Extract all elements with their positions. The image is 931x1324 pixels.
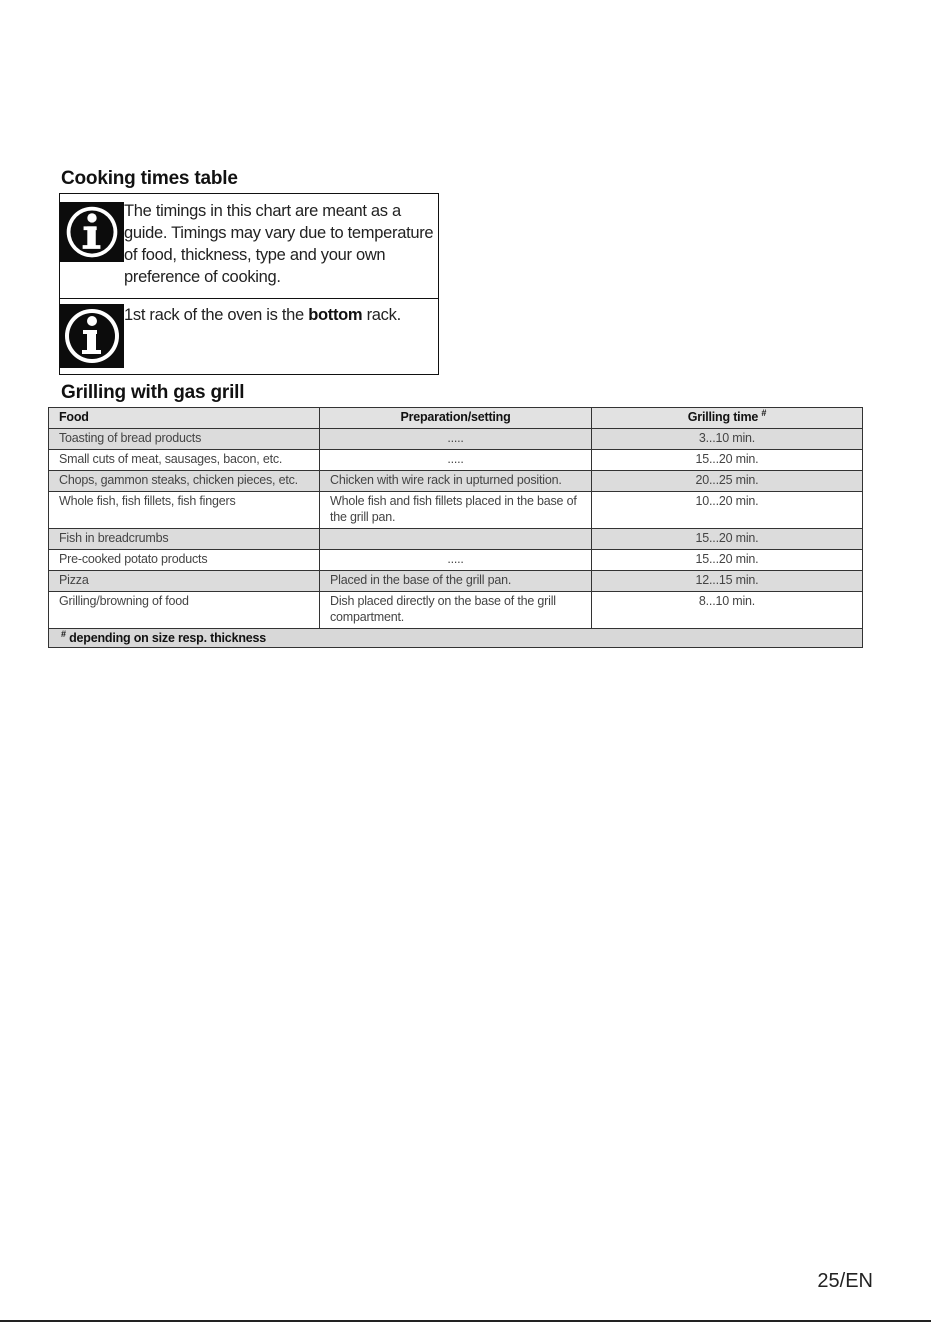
column-header-food: Food xyxy=(49,408,320,429)
preparation-cell: Chicken with wire rack in upturned position. xyxy=(320,471,592,492)
footnote-text: depending on size resp. thickness xyxy=(65,631,267,645)
info-icon xyxy=(60,304,124,368)
info-text-timings: The timings in this chart are meant as a guide. Timings may vary due to temperature of food, thickness, type and your own preference of cooking. xyxy=(124,202,434,286)
food-cell: Pre-cooked potato products xyxy=(49,550,320,571)
food-cell: Pizza xyxy=(49,571,320,592)
table-row xyxy=(49,550,863,571)
footnote-cell xyxy=(49,629,863,648)
table-row xyxy=(49,592,863,629)
food-cell: Fish in breadcrumbs xyxy=(49,529,320,550)
food-cell: Small cuts of meat, sausages, bacon, etc. xyxy=(49,450,320,471)
food-cell: Chops, gammon steaks, chicken pieces, etc. xyxy=(49,471,320,492)
table-row xyxy=(49,450,863,471)
time-cell: 15...20 min. xyxy=(592,529,863,550)
info-box xyxy=(59,193,439,375)
info-note-timings xyxy=(60,194,438,299)
time-cell: 15...20 min. xyxy=(592,550,863,571)
table-row xyxy=(49,571,863,592)
info-note-rack xyxy=(60,298,438,374)
food-cell: Grilling/browning of food xyxy=(49,592,320,629)
time-cell: 15...20 min. xyxy=(592,450,863,471)
column-header-preparation: Preparation/setting xyxy=(320,408,592,429)
preparation-cell: ..... xyxy=(320,550,592,571)
column-header-time xyxy=(592,408,863,429)
time-cell: 10...20 min. xyxy=(592,492,863,529)
table-row xyxy=(49,492,863,529)
preparation-cell: Whole fish and fish fillets placed in the base of the grill pan. xyxy=(320,492,592,529)
food-cell: Toasting of bread products xyxy=(49,429,320,450)
section-title-cooking-times: Cooking times table xyxy=(61,168,238,189)
footnote-marker: # xyxy=(61,628,66,639)
grilling-table xyxy=(48,407,863,648)
info-icon xyxy=(60,202,124,262)
page-number: 25/EN xyxy=(817,1270,873,1292)
preparation-cell: ..... xyxy=(320,429,592,450)
time-cell: 12...15 min. xyxy=(592,571,863,592)
food-cell: Whole fish, fish fillets, fish fingers xyxy=(49,492,320,529)
preparation-cell: ..... xyxy=(320,450,592,471)
table-footnote-row xyxy=(49,629,863,648)
info-text-rack xyxy=(124,304,436,326)
table-row xyxy=(49,429,863,450)
time-marker: # xyxy=(761,407,767,418)
table-header-row xyxy=(49,408,863,429)
bottom-rule xyxy=(0,1320,931,1322)
time-cell: 3...10 min. xyxy=(592,429,863,450)
table-row xyxy=(49,529,863,550)
rack-text-before: 1st rack of the oven is the xyxy=(124,306,309,324)
preparation-cell: Placed in the base of the grill pan. xyxy=(320,571,592,592)
time-cell: 8...10 min. xyxy=(592,592,863,629)
section-title-grilling: Grilling with gas grill xyxy=(61,382,245,403)
rack-text-bold: bottom xyxy=(308,306,363,324)
table-row xyxy=(49,471,863,492)
time-cell: 20...25 min. xyxy=(592,471,863,492)
rack-text-after: rack. xyxy=(362,306,401,324)
preparation-cell xyxy=(320,529,592,550)
column-header-time-label: Grilling time xyxy=(687,410,759,424)
preparation-cell: Dish placed directly on the base of the grill compartment. xyxy=(320,592,592,629)
